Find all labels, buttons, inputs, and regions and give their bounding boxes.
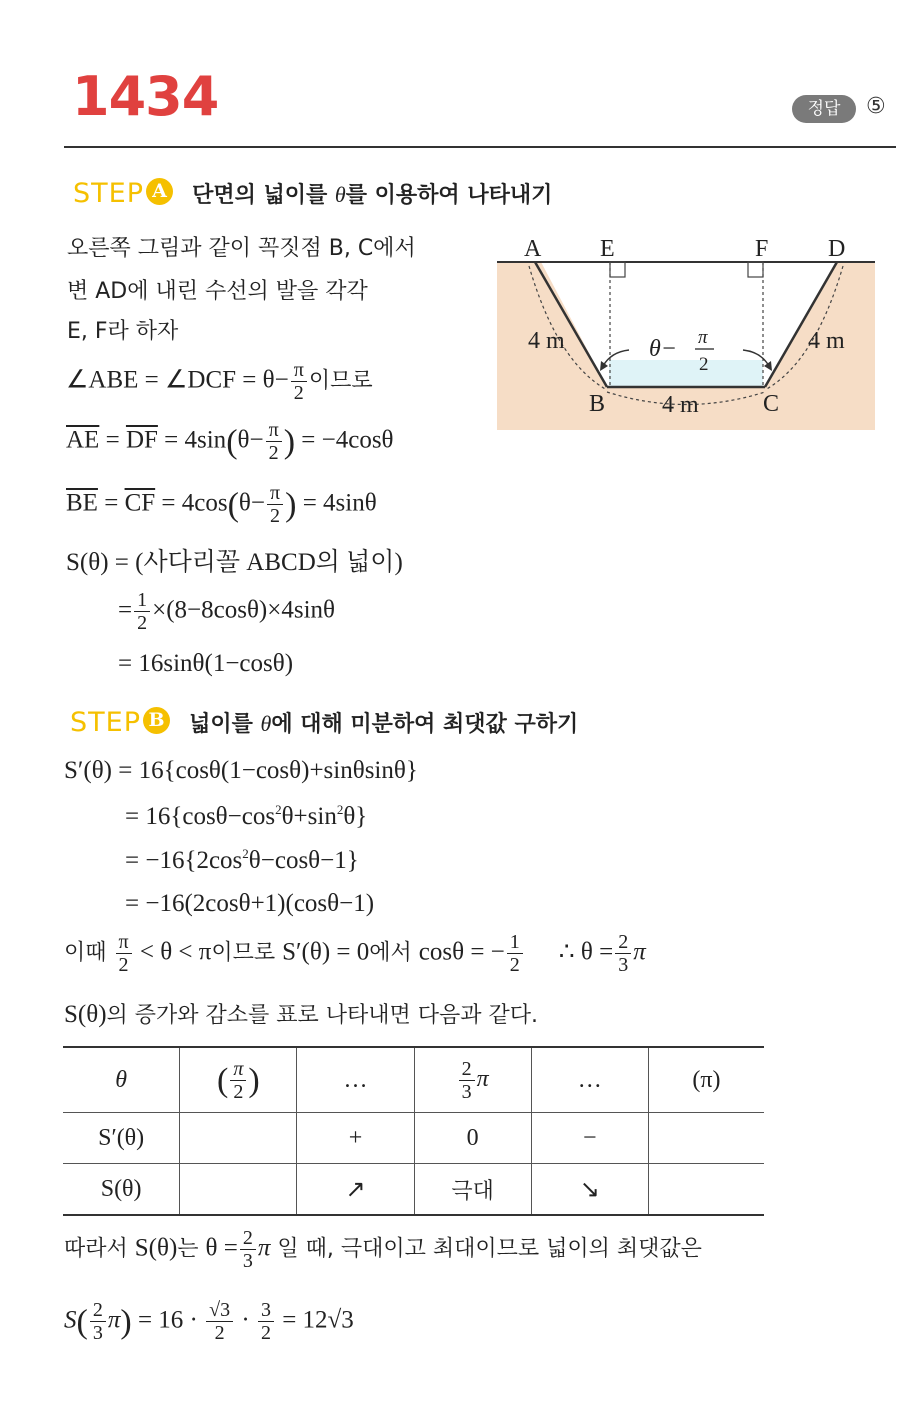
step-b-heading (70, 707, 578, 738)
conclusion-line: 따라서 S(θ)는 θ = $\frac{2}{3}$ π 일 때, 극대이고 최대이므로 넓이의 최댓값은 (64, 1227, 702, 1272)
header-divider (64, 146, 896, 148)
intro-line-3: E, F라 하자 (67, 319, 179, 344)
table-header-row (63, 1047, 764, 1113)
trapezoid-figure (497, 232, 875, 430)
step-a-label: STEP (73, 178, 144, 209)
label-a: A (524, 236, 542, 262)
increase-decrease-table (63, 1046, 764, 1216)
area-expression: = $\frac{1}{2}$ ×(8−8cosθ)×4sinθ (118, 589, 336, 634)
intro-line-2: 변 AD에 내린 수선의 발을 각각 (67, 279, 368, 304)
label-d: D (828, 236, 846, 262)
table-row-label: S(θ) (63, 1164, 180, 1216)
table-intro: S(θ)의 증가와 감소를 표로 나타내면 다음과 같다. (64, 1001, 539, 1028)
table-cell (180, 1113, 297, 1164)
table-header-pi-over-2: ( $\frac{\pi}{2}$ ) (180, 1047, 297, 1113)
problem-number: 1434 (72, 65, 219, 128)
table-header-two-thirds-pi: $\frac{2}{3}$ π (414, 1047, 531, 1113)
table-cell (180, 1164, 297, 1216)
label-left-length: 4 m (528, 328, 565, 354)
table-cell-maximum: 극대 (414, 1164, 531, 1216)
area-simplified: = 16sinθ(1−cosθ) (118, 650, 294, 677)
table-row-derivative (63, 1113, 764, 1164)
table-header-pi: (π) (648, 1047, 764, 1113)
derivative-line-4: = −16(2cosθ+1)(cosθ−1) (125, 890, 375, 917)
step-b-badge: B (143, 707, 170, 734)
decreasing-arrow-icon: ↘ (531, 1164, 648, 1216)
label-b: B (589, 391, 606, 417)
step-b-label: STEP (70, 707, 141, 738)
table-cell: − (531, 1113, 648, 1164)
label-angle-num: π (698, 327, 708, 348)
final-answer: S( $\frac{2}{3}$ π) = 16 · $\frac{√3}{2}$ · $\frac{3}{2}$ = 12√3 (64, 1299, 354, 1344)
label-c: C (763, 391, 780, 417)
be-equation: $\overline{BE} = \overline{CF} = 4\cos(\theta-$ $\frac{\pi}{2}$ ) = 4sinθ (66, 482, 377, 527)
label-angle-den: 2 (699, 354, 709, 375)
label-right-length: 4 m (808, 328, 845, 354)
step-b-title: 넓이를 θ에 대해 미분하여 최댓값 구하기 (189, 711, 579, 737)
answer-badge: 정답 (792, 95, 856, 123)
step-a-badge: A (146, 178, 173, 205)
intro-line-1: 오른쪽 그림과 같이 꼭짓점 B, C에서 (67, 236, 416, 261)
table-header-theta: θ (63, 1047, 180, 1113)
step-a-title: 단면의 넓이를 θ를 이용하여 나타내기 (192, 182, 553, 208)
table-row-label: S′(θ) (63, 1113, 180, 1164)
table-header-ellipsis-1: … (297, 1047, 414, 1113)
angle-equation: ∠ABE = ∠DCF = θ− $\frac{\pi}{2}$ 이므로 (66, 359, 373, 404)
table-cell: + (297, 1113, 414, 1164)
derivative-line-2: = $16\{\cos\theta-\cos^2\theta+\sin^2\theta\}$ (125, 802, 368, 830)
label-e: E (600, 236, 615, 262)
answer-value: ⑤ (866, 94, 886, 119)
table-header-ellipsis-2: … (531, 1047, 648, 1113)
table-cell: 0 (414, 1113, 531, 1164)
label-f: F (755, 236, 769, 262)
critical-point-line: 이때 $\frac{\pi}{2}$ < θ < π이므로 S′(θ) = 0에서 cosθ = − $\frac{1}{2}$ ∴ θ = $\frac{2}{3}$ π (64, 931, 646, 976)
table-cell (648, 1113, 764, 1164)
label-angle: θ− (649, 336, 677, 362)
label-bottom-length: 4 m (662, 392, 699, 418)
derivative-line-3: = $-16\{2\cos^2\theta-\cos\theta-1\}$ (125, 846, 359, 874)
step-a-heading (73, 178, 552, 209)
derivative-line-1: S′(θ) = 16{cosθ(1−cosθ)+sinθsinθ} (64, 757, 418, 784)
increasing-arrow-icon: ↗ (297, 1164, 414, 1216)
water-region (609, 360, 763, 387)
table-row-function (63, 1164, 764, 1216)
ae-equation: $\overline{AE} = \overline{DF} = 4\sin(\theta-$ $\frac{\pi}{2}$ ) = −4cosθ (66, 419, 394, 464)
area-definition: S(θ) = (사다리꼴 ABCD의 넓이) (66, 549, 403, 576)
table-cell (648, 1164, 764, 1216)
